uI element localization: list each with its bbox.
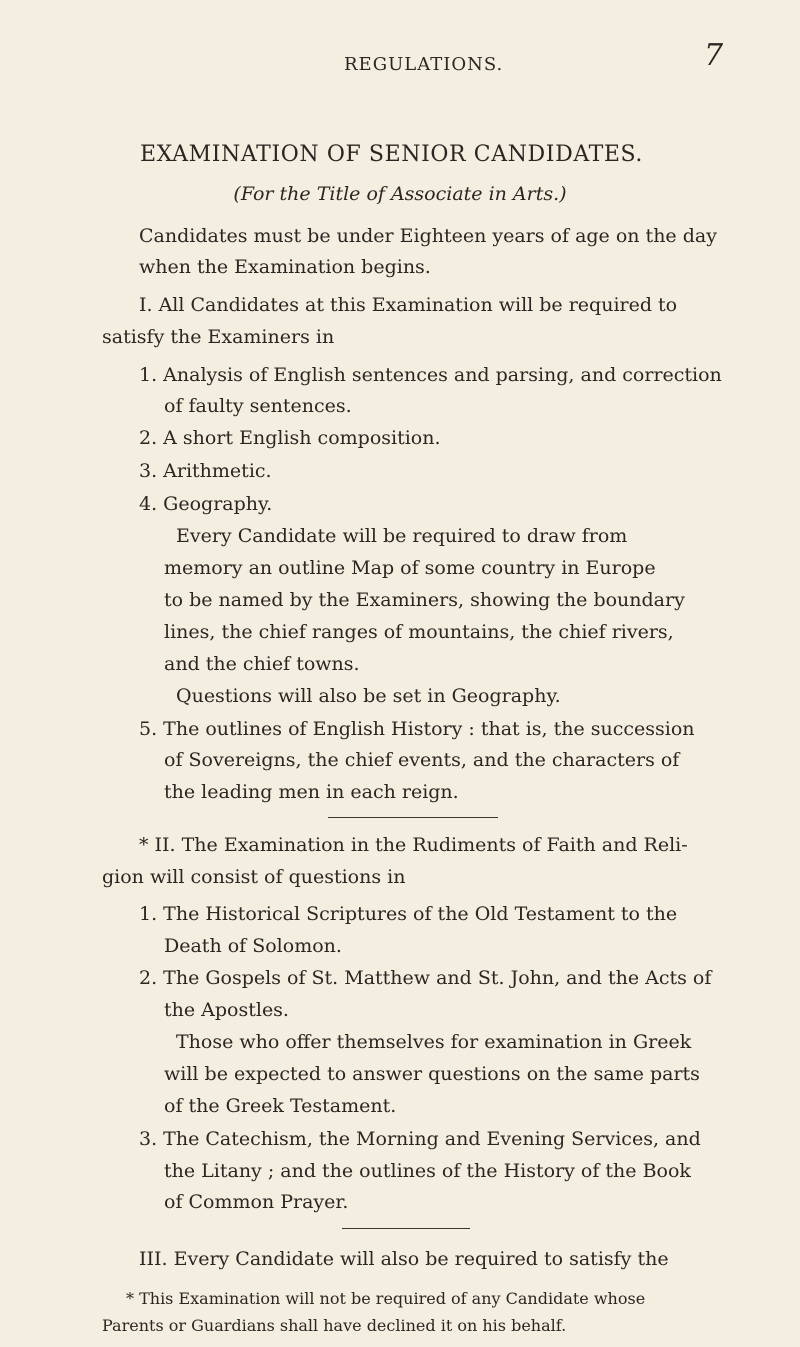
list-item: the leading men in each reign. <box>164 781 459 803</box>
section-2-heading: * II. The Examination in the Rudiments of Faith and Reli- <box>139 834 688 856</box>
list-item: 1. Analysis of English sentences and parsing, and correction <box>139 364 722 386</box>
greek-paragraph: will be expected to answer questions on the same parts <box>164 1063 700 1085</box>
list-item: of Sovereigns, the chief events, and the characters of <box>164 749 680 771</box>
geography-paragraph: Every Candidate will be required to draw from <box>176 525 628 547</box>
intro-line: when the Examination begins. <box>139 256 431 278</box>
geography-paragraph: and the chief towns. <box>164 653 360 675</box>
section-title: EXAMINATION OF SENIOR CANDIDATES. <box>140 142 644 167</box>
footnote: * This Examination will not be required of any Candidate whose <box>126 1289 646 1308</box>
geography-paragraph: to be named by the Examiners, showing the boundary <box>164 589 685 611</box>
list-item: the Litany ; and the outlines of the History of the Book <box>164 1160 691 1182</box>
section-1-heading: I. All Candidates at this Examination will be required to <box>139 294 678 316</box>
section-3-heading: III. Every Candidate will also be required to satisfy the <box>139 1248 669 1270</box>
list-item: 3. Arithmetic. <box>139 460 272 482</box>
footnote: Parents or Guardians shall have declined it on his behalf. <box>102 1316 567 1335</box>
running-head: REGULATIONS. <box>344 54 504 75</box>
section-2-heading: gion will consist of questions in <box>102 866 406 888</box>
section-divider <box>328 817 498 818</box>
section-divider <box>342 1228 470 1229</box>
list-item: of faulty sentences. <box>164 395 352 417</box>
list-item: 1. The Historical Scriptures of the Old Testament to the <box>139 903 678 925</box>
geography-paragraph: lines, the chief ranges of mountains, the chief rivers, <box>164 621 674 643</box>
section-1-heading: satisfy the Examiners in <box>102 326 335 348</box>
list-item: the Apostles. <box>164 999 289 1021</box>
list-item: of Common Prayer. <box>164 1191 349 1213</box>
list-item: 5. The outlines of English History : that is, the succession <box>139 718 695 740</box>
list-item: 2. The Gospels of St. Matthew and St. John, and the Acts of <box>139 967 712 989</box>
page-number: 7 <box>704 38 724 73</box>
section-subtitle: (For the Title of Associate in Arts.) <box>233 183 567 205</box>
list-item: Death of Solomon. <box>164 935 342 957</box>
list-item: 2. A short English composition. <box>139 427 441 449</box>
list-item: 4. Geography. <box>139 493 273 515</box>
geography-paragraph: memory an outline Map of some country in Europe <box>164 557 656 579</box>
list-item: 3. The Catechism, the Morning and Evening Services, and <box>139 1128 701 1150</box>
greek-paragraph: Those who offer themselves for examination in Greek <box>176 1031 692 1053</box>
intro-line: Candidates must be under Eighteen years of age on the day <box>139 225 717 247</box>
greek-paragraph: of the Greek Testament. <box>164 1095 397 1117</box>
geography-questions: Questions will also be set in Geography. <box>176 685 561 707</box>
